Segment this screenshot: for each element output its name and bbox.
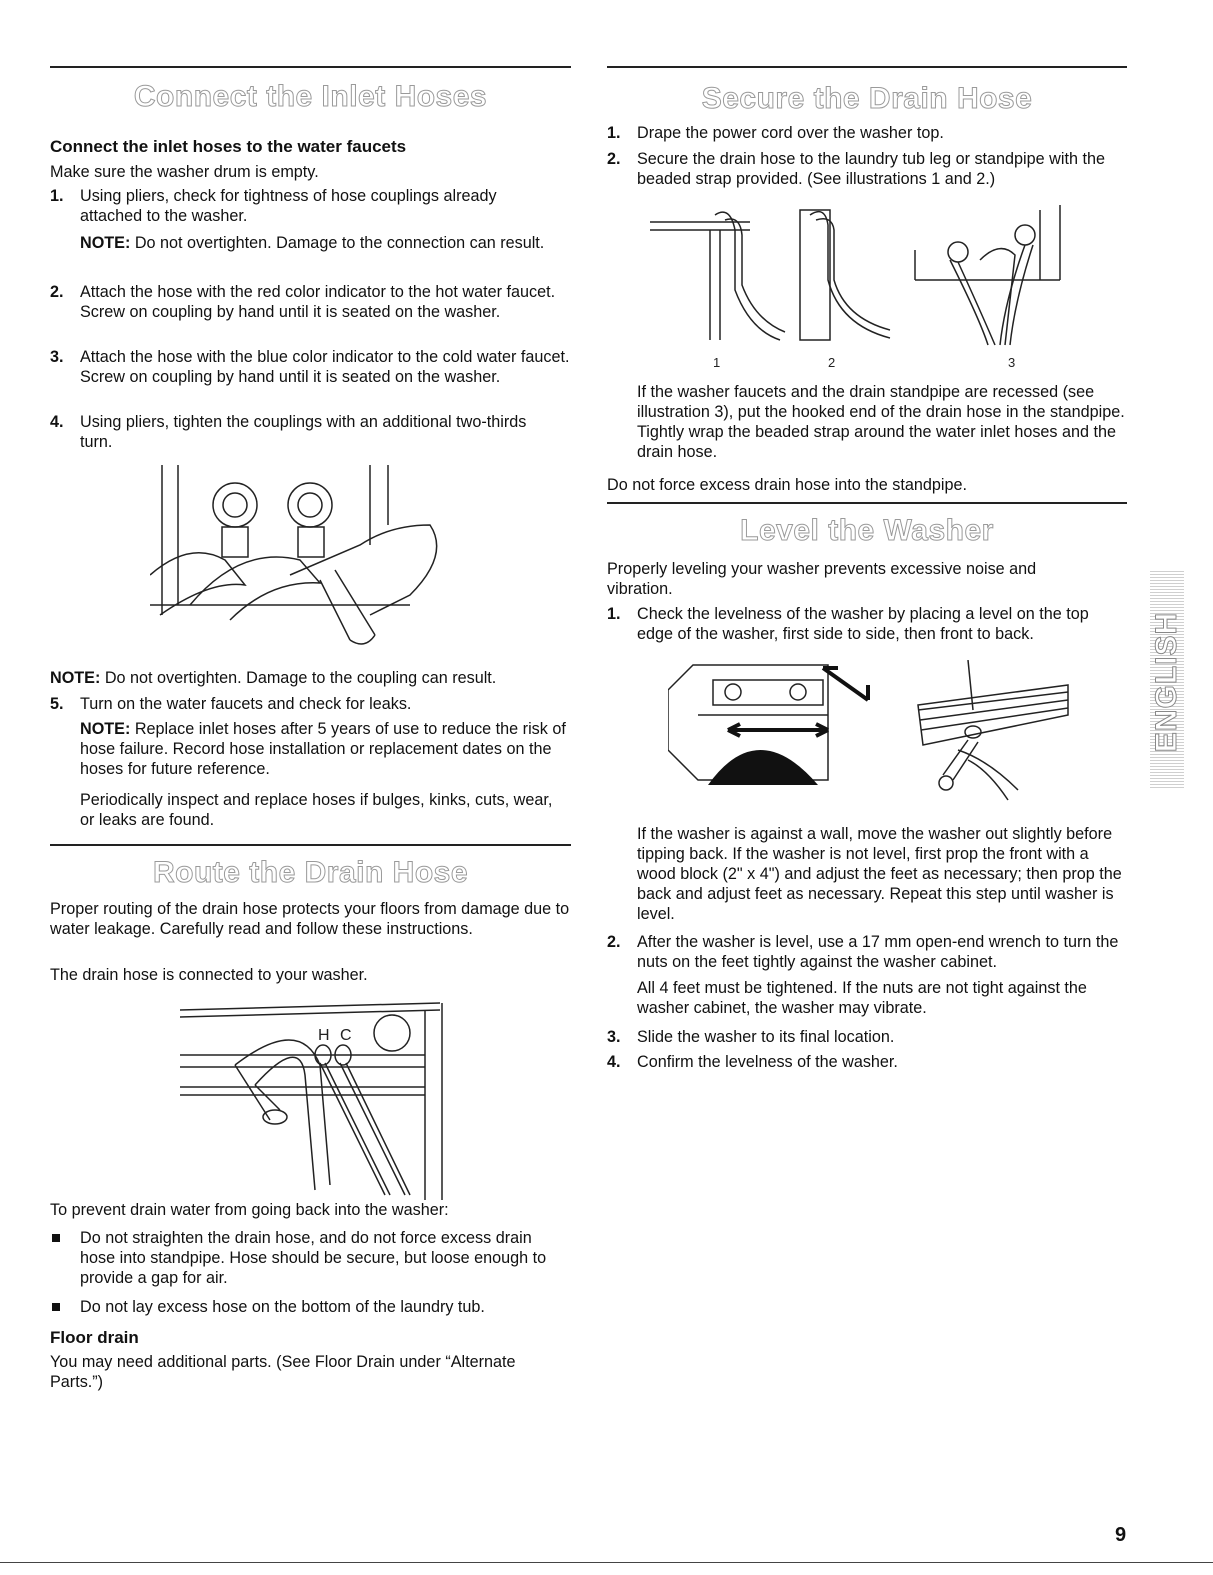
section-rule xyxy=(607,66,1127,68)
section-title-secure: Secure the Drain Hose xyxy=(701,82,1033,115)
drain-strap-illustrations xyxy=(650,200,1070,375)
paragraph: The drain hose is connected to your washer. xyxy=(50,966,368,984)
paragraph: All 4 feet must be tightened. If the nuts are not tight against the washer cabinet, the washer may vibrate. xyxy=(637,979,1087,1017)
bullet-text: Do not straighten the drain hose, and do not force excess drain hose into standpipe. Hose should be secure, but loose enough to provide a gap for air. xyxy=(80,1229,547,1287)
paragraph: To prevent drain water from going back into the washer: xyxy=(50,1201,449,1219)
note xyxy=(80,233,560,253)
paragraph: If the washer faucets and the drain standpipe are recessed (see illustration 3), put the hooked end of the drain hose in the standpipe. Tightly wrap the beaded strap around the water inlet hoses and the drain hose. xyxy=(637,383,1125,461)
note-label: NOTE: xyxy=(50,669,101,687)
step-number: 2. xyxy=(607,933,621,951)
step-number: 3. xyxy=(50,348,64,366)
step-number: 2. xyxy=(607,150,621,168)
language-side-tab xyxy=(1150,570,1184,790)
drain-hose-illustration xyxy=(180,995,450,1205)
step-text: After the washer is level, use a 17 mm open-end wrench to turn the nuts on the feet tightly against the washer cabinet. xyxy=(637,933,1119,971)
paragraph: Periodically inspect and replace hoses if bulges, kinks, cuts, wear, or leaks are found. xyxy=(80,791,553,829)
figure-label-2: 2 xyxy=(828,355,836,370)
paragraph: Do not force excess drain hose into the standpipe. xyxy=(607,476,967,494)
leveling-illustrations xyxy=(668,660,1078,820)
step-text: Attach the hose with the red color indicator to the hot water faucet. Screw on coupling by hand until it is seated on the washer. xyxy=(80,283,556,321)
subsection-title: Connect the inlet hoses to the water faucets xyxy=(50,137,407,156)
paragraph: You may need additional parts. (See Floor Drain under “Alternate Parts.”) xyxy=(50,1353,516,1391)
bullet-text: Do not lay excess hose on the bottom of the laundry tub. xyxy=(80,1298,485,1316)
figure-label-3: 3 xyxy=(1008,355,1016,370)
step-text: Using pliers, tighten the couplings with an additional two-thirds turn. xyxy=(80,413,527,451)
page-number: 9 xyxy=(1115,1524,1127,1546)
figure-label-1: 1 xyxy=(713,355,721,370)
step-number: 5. xyxy=(50,695,64,713)
section-title-inlet: Connect the Inlet Hoses xyxy=(133,80,488,113)
note-text: Do not overtighten. Damage to the coupling can result. xyxy=(100,669,497,687)
section-rule xyxy=(50,844,571,846)
step-text: Secure the drain hose to the laundry tub leg or standpipe with the beaded strap provided. (See illustrations 1 and 2.) xyxy=(637,150,1105,188)
hot-label: H xyxy=(318,1027,330,1044)
step-text: Check the levelness of the washer by placing a level on the top edge of the washer, first side to side, then front to back. xyxy=(637,605,1089,643)
paragraph: Properly leveling your washer prevents excessive noise and vibration. xyxy=(607,560,1037,598)
bullet-icon xyxy=(52,1303,60,1311)
language-tab-label: ENGLISH xyxy=(1150,611,1183,753)
note-label: NOTE: xyxy=(80,234,131,252)
subsection-title: Floor drain xyxy=(50,1328,139,1347)
step-number: 1. xyxy=(50,187,64,205)
section-rule xyxy=(50,66,571,68)
step-text: Confirm the levelness of the washer. xyxy=(637,1053,898,1071)
step-number: 3. xyxy=(607,1028,621,1046)
section-title-route: Route the Drain Hose xyxy=(152,856,469,889)
footer-rule xyxy=(0,1562,1213,1563)
step-text: Drape the power cord over the washer top. xyxy=(637,124,944,142)
bullet-icon xyxy=(52,1234,60,1242)
paragraph: Proper routing of the drain hose protects your floors from damage due to water leakage. Carefully read and follow these instructions. xyxy=(50,900,570,938)
cold-label: C xyxy=(340,1027,352,1044)
step-number: 1. xyxy=(607,605,621,623)
note xyxy=(80,719,570,779)
section-rule xyxy=(607,502,1127,504)
paragraph: Make sure the washer drum is empty. xyxy=(50,163,319,181)
paragraph: If the washer is against a wall, move the washer out slightly before tipping back. If the washer is not level, first prop the front with a wood block (2" x 4") and adjust the feet as necessary; then prop the back and adjust feet as necessary. Repeat this step until washer is level. xyxy=(637,825,1122,923)
note-text: Replace inlet hoses after 5 years of use to reduce the risk of hose failure. Record hose installation or replacement dates on the hoses for future reference. xyxy=(80,720,566,778)
faucet-pliers-illustration xyxy=(150,465,460,655)
step-text: Using pliers, check for tightness of hose couplings already attached to the washer. xyxy=(80,187,497,225)
step-number: 4. xyxy=(607,1053,621,1071)
step-text: Attach the hose with the blue color indicator to the cold water faucet. Screw on coupling by hand until it is seated on the washer. xyxy=(80,348,570,386)
note xyxy=(50,668,570,688)
step-text: Slide the washer to its final location. xyxy=(637,1028,895,1046)
step-number: 2. xyxy=(50,283,64,301)
step-number: 4. xyxy=(50,413,64,431)
section-title-level: Level the Washer xyxy=(740,514,994,547)
step-text: Turn on the water faucets and check for leaks. xyxy=(80,695,412,713)
step-number: 1. xyxy=(607,124,621,142)
note-text: Do not overtighten. Damage to the connection can result. xyxy=(130,234,545,252)
note-label: NOTE: xyxy=(80,720,131,738)
